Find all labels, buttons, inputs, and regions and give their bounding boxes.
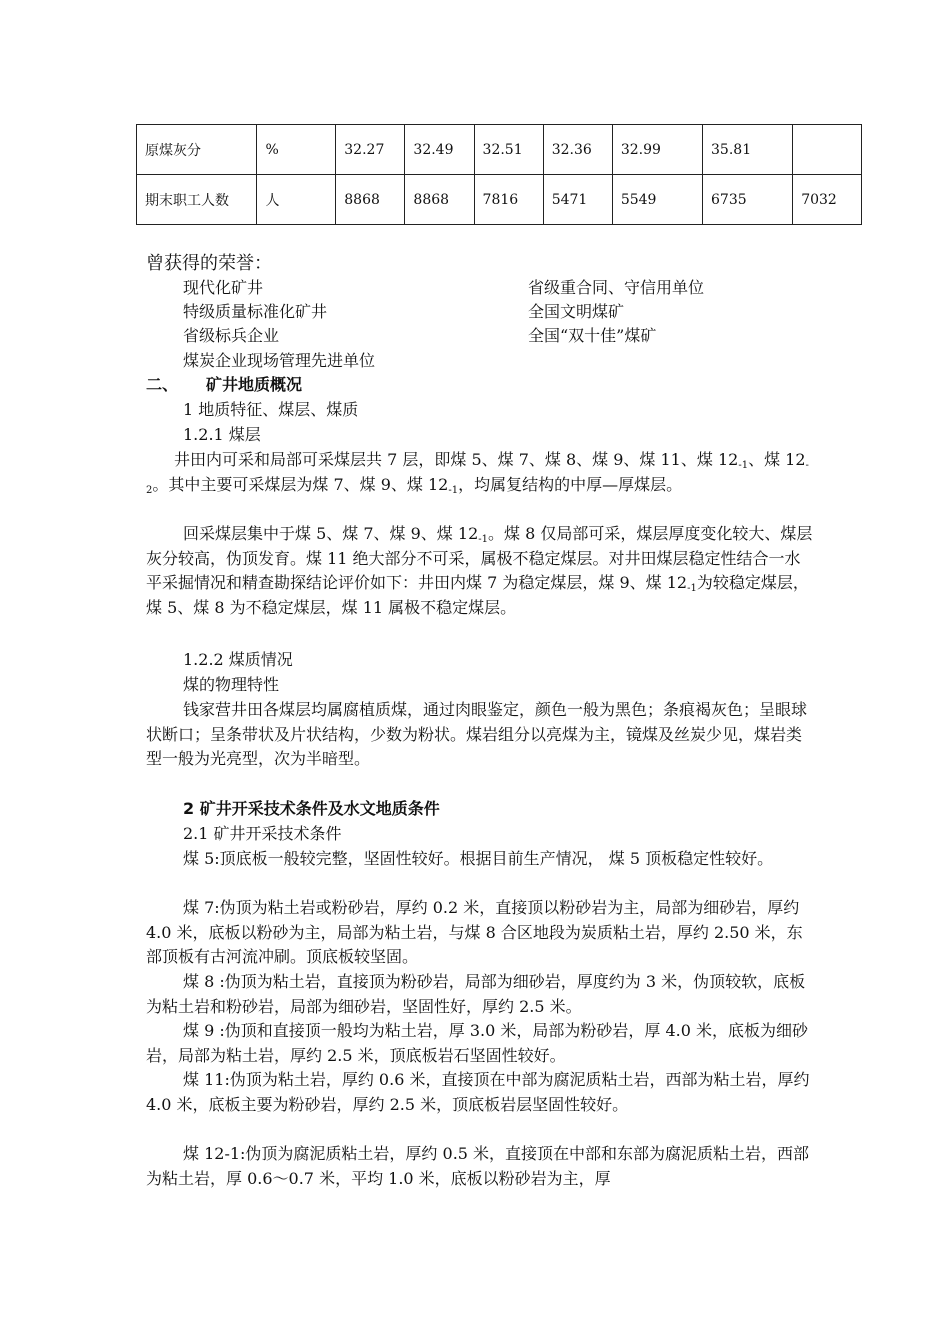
paragraph: 钱家营井田各煤层均属腐植质煤，通过肉眼鉴定，颜色一般为黑色；条痕褐灰色；呈眼球状断口；呈条带状及片状结构，少数为粉状。煤岩组分以亮煤为主，镜煤及丝炭少见，煤岩类型一般为光亮型，次为半暗型。 xyxy=(146,700,808,768)
subsection-title: 1 地质特征、煤层、煤质 xyxy=(183,400,359,419)
table-cell: 32.51 xyxy=(474,125,543,175)
honor-item: 煤炭企业现场管理先进单位 xyxy=(183,351,376,370)
paragraph-text: ，均属复结构的中厚—厚煤层。 xyxy=(458,474,683,494)
honor-item: 省级标兵企业 xyxy=(183,326,280,345)
subscript: -1 xyxy=(478,534,488,545)
row-unit: 人 xyxy=(257,175,336,225)
paragraph-text: 。其中主要可采煤层为煤 7、煤 9、煤 12 xyxy=(152,474,449,494)
table-cell: 5549 xyxy=(612,175,702,225)
paragraph: 煤 9 :伪顶和直接顶一般均为粘土岩，厚 3.0 米，局部为粉砂岩，厚 4.0 米，底板为细砂岩，局部为粘土岩，厚约 2.5 米，顶底板岩石坚固性较好。 xyxy=(146,1021,808,1065)
honor-item: 特级质量标准化矿井 xyxy=(183,302,328,321)
subsection-title: 1.2.1 煤层 xyxy=(183,425,261,444)
honor-item: 全国“双十佳”煤矿 xyxy=(528,326,657,345)
subscript: -2 xyxy=(146,460,809,496)
subscript: -1 xyxy=(738,460,749,471)
section-heading: 矿井地质概况 xyxy=(206,375,303,394)
honor-item: 全国文明煤矿 xyxy=(528,302,625,321)
table-cell: 8868 xyxy=(336,175,405,225)
paragraph xyxy=(146,448,814,497)
table-row xyxy=(137,175,862,225)
subscript: -1 xyxy=(687,583,697,594)
paragraph-text: 回采煤层集中于煤 5、煤 7、煤 9、煤 12 xyxy=(183,524,479,543)
paragraph: 煤 5:顶底板一般较完整，坚固性较好。根据目前生产情况， 煤 5 顶板稳定性较好。 xyxy=(183,849,774,868)
subsection-title: 1.2.2 煤质情况 xyxy=(183,650,293,669)
row-unit: % xyxy=(257,125,336,175)
paragraph-text: 、煤 12 xyxy=(748,450,806,469)
table-cell: 7032 xyxy=(793,175,862,225)
table-cell: 32.36 xyxy=(543,125,612,175)
paragraph: 煤 7:伪顶为粘土岩或粉砂岩，厚约 0.2 米，直接顶以粉砂岩为主，局部为细砂岩，厚约 4.0 米，底板以粉砂为主，局部为粘土岩，与煤 8 合区地段为炭质粘土岩，厚约 2.50 米，东部顶板有古河流冲刷。顶底板较坚固。 xyxy=(146,898,803,966)
subsection-title: 2.1 矿井开采技术条件 xyxy=(183,824,342,843)
section-heading: 2 矿井开采技术条件及水文地质条件 xyxy=(183,799,440,818)
paragraph: 煤 11:伪顶为粘土岩，厚约 0.6 米，直接顶在中部为腐泥质粘土岩，西部为粘土岩，厚约 4.0 米，底板主要为粉砂岩，厚约 2.5 米，顶底板岩层坚固性较好。 xyxy=(146,1070,810,1114)
row-label: 期末职工人数 xyxy=(137,175,257,225)
statistics-table xyxy=(136,124,862,225)
table-cell: 32.49 xyxy=(405,125,474,175)
paragraph-text: 井田内可采和局部可采煤层共 7 层，即煤 5、煤 7、煤 8、煤 9、煤 11、煤 12 xyxy=(174,450,739,469)
paragraph: 煤 12-1:伪顶为腐泥质粘土岩，厚约 0.5 米，直接顶在中部和东部为腐泥质粘土岩，西部为粘土岩，厚 0.6～0.7 米，平均 1.0 米，底板以粉砂岩为主，厚 xyxy=(146,1144,810,1188)
honor-item: 现代化矿井 xyxy=(183,278,264,297)
honor-item: 省级重合同、守信用单位 xyxy=(528,278,705,297)
table-cell: 6735 xyxy=(703,175,793,225)
paragraph xyxy=(146,522,814,620)
table-cell xyxy=(793,125,862,175)
subsection-title: 煤的物理特性 xyxy=(183,675,280,694)
honors-title: 曾获得的荣誉： xyxy=(146,253,272,274)
table-cell: 5471 xyxy=(543,175,612,225)
table-cell: 32.99 xyxy=(612,125,702,175)
table-cell: 7816 xyxy=(474,175,543,225)
paragraph: 煤 8 :伪顶为粘土岩，直接顶为粉砂岩，局部为细砂岩，厚度约为 3 米，伪顶较软，底板为粘土岩和粉砂岩，局部为细砂岩，坚固性好，厚约 2.5 米。 xyxy=(146,972,806,1016)
paragraph-text: 为较稳定煤层，煤 5、煤 8 为不稳定煤层，煤 11 属极不稳定煤层。 xyxy=(146,573,809,617)
row-label: 原煤灰分 xyxy=(137,125,257,175)
table-cell: 32.27 xyxy=(336,125,405,175)
section-number: 二、 xyxy=(146,375,179,394)
paragraph-text: 。煤 8 仅局部可采，煤层厚度变化较大、煤层灰分较高，伪顶发育。煤 11 绝大部分不可采，属极不稳定煤层。对井田煤层稳定性结合一水平采掘情况和精查勘探结论评价如下：井田内煤 7 为稳定煤层，煤 9、煤 12 xyxy=(146,524,813,592)
table-cell: 35.81 xyxy=(703,125,793,175)
subscript: -1 xyxy=(448,484,459,496)
table-row xyxy=(137,125,862,175)
table-cell: 8868 xyxy=(405,175,474,225)
